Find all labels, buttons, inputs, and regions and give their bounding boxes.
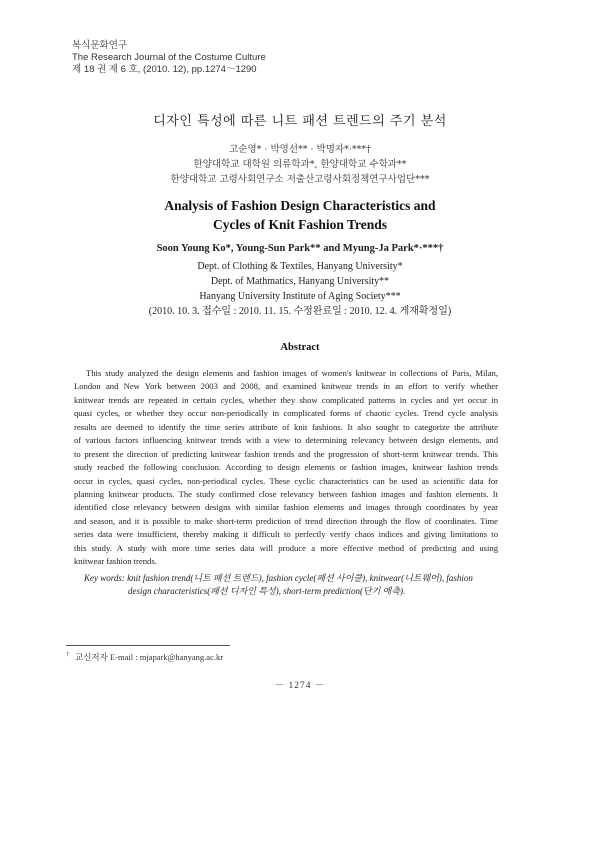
abstract-line: occur in cycles, quasi cycles, non-periodical cycles. These cyclic characteristics can be used as scientific data for <box>74 475 498 486</box>
korean-authors-block <box>0 142 600 187</box>
korean-affiliation-2: 한양대학교 고령사회연구소 저출산고령사회정책연구사업단*** <box>170 174 430 185</box>
keywords-block <box>84 572 514 598</box>
abstract-line: study reached the following conclusion. According to design elements or fashion images, knitwear fashion trends <box>74 462 498 473</box>
english-author-names: Soon Young Ko*, Young-Sun Park** and Myung-Ja Park*·***† <box>156 243 444 254</box>
abstract-line: identified close relevancy between designs with similar fashion elements and images through coordinates by year <box>74 502 498 513</box>
footnote-marker: † <box>66 652 69 658</box>
abstract-line: This study analyzed the design elements and fashion images of women's knitwear in collections of Paris, Milan, <box>86 368 498 378</box>
english-title-line-2: Cycles of Knit Fashion Trends <box>212 217 388 232</box>
keywords-line-2: design characteristics(패션 디자인 특성), short-term prediction(단기 예측). <box>128 586 406 596</box>
footnote-divider <box>66 645 230 646</box>
journal-korean-name: 복식문화연구 <box>72 40 128 51</box>
english-authors-block <box>0 241 600 319</box>
english-dept-2: Dept. of Mathmatics, Hanyang University** <box>210 276 390 287</box>
english-dept-3: Hanyang University Institute of Aging Society*** <box>199 291 401 302</box>
abstract-line: to present the direction of predicting knitwear fashion trends and the progression of short-term knitwear trends. This <box>74 448 498 459</box>
english-dept-1: Dept. of Clothing & Textiles, Hanyang University* <box>197 261 403 272</box>
abstract-line: and season, and it is possible to make short-term prediction of trend direction through the flow of coordinates. Time <box>74 515 498 526</box>
english-title-line-1: Analysis of Fashion Design Characteristics and <box>164 198 436 213</box>
english-title <box>0 196 600 234</box>
korean-affiliation-1: 한양대학교 대학원 의류학과*, 한양대학교 수학과** <box>193 159 407 170</box>
abstract-line: knitwear trends are repeated in certain cycles, whether they show complicated patterns in cycles and yet occur in <box>74 394 498 405</box>
footnote-text: 교신저자 E-mail : mjapark@hanyang.ac.kr <box>75 652 224 662</box>
corresponding-author-footnote <box>66 651 223 663</box>
abstract-line: this study. A study with more time series data will produce a more effective method of predicting and using <box>74 542 498 553</box>
keywords-line-1: Key words: knit fashion trend(니트 패션 트렌드), fashion cycle(패션 사이클), knitwear(니트웨어), fashion <box>84 573 473 583</box>
abstract-line: series data were insufficient, thereby making it difficult to perfectly verify chaos indices and giving limitations to <box>74 529 498 540</box>
abstract-line: London and New York between 2003 and 2008, and examined knitwear trends in an effort to verify whether <box>74 381 498 392</box>
korean-author-names: 고순영* · 박영선** · 박명자*·***† <box>229 144 371 155</box>
abstract-body <box>74 367 498 569</box>
abstract-line: knitwear fashion trends. <box>74 556 157 567</box>
abstract-line: planning knitwear products. The study confirmed close relevancy between fashion images and fashion elements. It <box>74 488 498 499</box>
abstract-line: results are deemed to identify the time series attribute of knit fashions. It also sought to categorize the attribute <box>74 421 498 432</box>
page-number: － 1274 － <box>274 681 326 691</box>
korean-title: 디자인 특성에 따른 니트 패션 트렌드의 주기 분석 <box>153 114 447 129</box>
abstract-line: of various factors influencing knitwear trends with a view to determining relevancy between design elements, and <box>74 435 498 446</box>
journal-volume-line: 제 18 권 제 6 호, (2010. 12), pp.1274～1290 <box>72 64 257 75</box>
journal-header <box>72 40 266 76</box>
abstract-line: quasi cycles, or whether they occur non-periodically in complicated forms of chaotic cycles. Trend cycle analysis <box>74 408 498 419</box>
journal-english-name: The Research Journal of the Costume Culture <box>72 52 266 63</box>
submission-dates: (2010. 10. 3. 접수일 : 2010. 11. 15. 수정완료일 : 2010. 12. 4. 게재확정일) <box>148 306 452 317</box>
abstract-heading: Abstract <box>280 342 320 353</box>
